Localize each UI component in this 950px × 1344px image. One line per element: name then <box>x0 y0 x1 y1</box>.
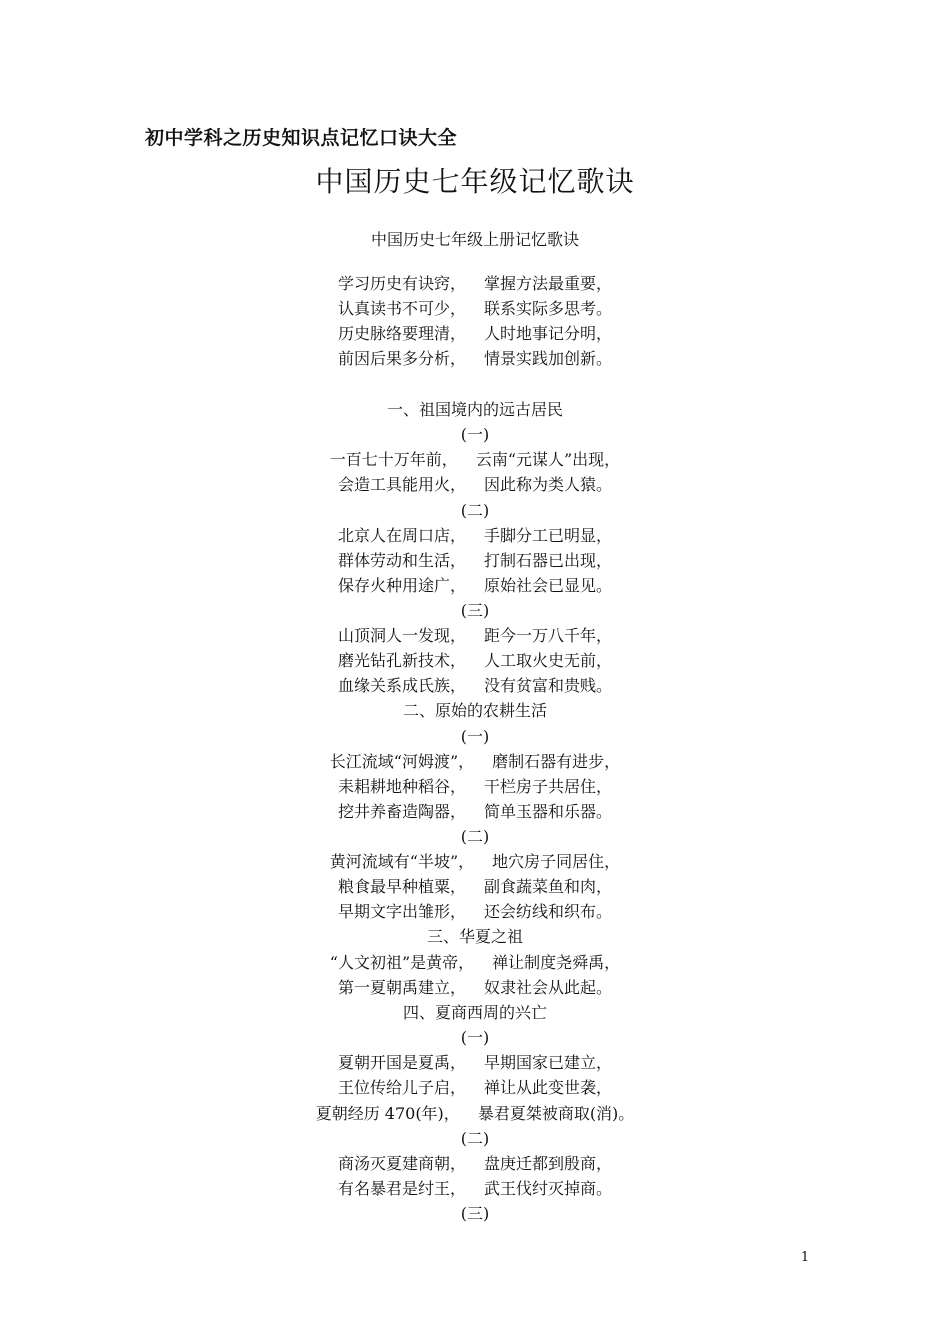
verse-line <box>0 651 950 671</box>
verse-left: 前因后果多分析， <box>337 349 466 368</box>
verse-line <box>0 551 950 571</box>
verse-line <box>0 526 950 546</box>
verse-left: 群体劳动和生活， <box>337 551 466 570</box>
verse-right: 打制石器已出现， <box>484 551 613 570</box>
verse-right: 盘庚迁都到殷商， <box>484 1154 613 1173</box>
verse-line <box>0 475 950 495</box>
verse-right: 云南“元谋人”出现， <box>475 450 621 469</box>
verse-left: 山顶洞人一发现， <box>337 626 466 645</box>
verse-left: 长江流域“河姆渡”， <box>329 752 475 771</box>
section-heading: 四、夏商西周的兴亡 <box>402 1003 547 1022</box>
verse-right: 联系实际多思考。 <box>484 299 613 318</box>
verse-left: 一百七十万年前， <box>329 450 458 469</box>
verse-left: “人文初祖”是黄帝， <box>329 953 475 972</box>
verse-line <box>0 802 950 822</box>
verse-right: 奴隶社会从此起。 <box>484 978 613 997</box>
verse-line <box>0 274 950 294</box>
verse-line <box>0 299 950 319</box>
verse-right: 没有贫富和贵贱。 <box>484 676 613 695</box>
document-header: 初中学科之历史知识点记忆口诀大全 <box>145 127 458 149</box>
verse-left: 血缘关系成氏族， <box>337 676 466 695</box>
verse-line <box>0 777 950 797</box>
verse-line <box>0 1154 950 1174</box>
verse-left: 保存火种用途广， <box>337 576 466 595</box>
section-subtitle: 中国历史七年级上册记忆歌诀 <box>370 230 579 249</box>
verse-right: 暴君夏桀被商取(消)。 <box>477 1104 635 1123</box>
verse-left: 第一夏朝禹建立， <box>337 978 466 997</box>
verse-line <box>0 324 950 344</box>
verse-left: 王位传给儿子启， <box>337 1078 466 1097</box>
verse-line <box>0 953 950 973</box>
verse-left: 认真读书不可少， <box>337 299 466 318</box>
section-heading: 一、祖国境内的远古居民 <box>386 400 563 419</box>
verse-right: 禅让制度尧舜禹， <box>492 953 621 972</box>
verse-left: 粮食最早种植粟， <box>337 877 466 896</box>
verse-line <box>0 1179 950 1199</box>
verse-right: 副食蔬菜鱼和肉， <box>484 877 613 896</box>
verse-right: 距今一万八千年， <box>484 626 613 645</box>
verse-right: 还会纺线和织布。 <box>484 902 613 921</box>
verse-left: 挖井养畜造陶器， <box>337 802 466 821</box>
sub-section-marker: (二) <box>460 827 490 846</box>
verse-line <box>0 877 950 897</box>
verse-right: 武王伐纣灭掉商。 <box>484 1179 613 1198</box>
verse-right: 早期国家已建立， <box>484 1053 613 1072</box>
verse-left: 商汤灭夏建商朝， <box>337 1154 466 1173</box>
verse-line <box>0 676 950 696</box>
verse-line <box>0 349 950 369</box>
verse-left: 黄河流域有“半坡”， <box>329 852 475 871</box>
sub-section-marker: (三) <box>460 601 490 620</box>
verse-right: 干栏房子共居住， <box>484 777 613 796</box>
verse-right: 掌握方法最重要， <box>484 274 613 293</box>
sub-section-marker: (二) <box>460 501 490 520</box>
verse-left: 历史脉络要理清， <box>337 324 466 343</box>
verse-left: 夏朝经历 470(年)， <box>315 1104 460 1123</box>
verse-left: 有名暴君是纣王， <box>337 1179 466 1198</box>
verse-line <box>0 576 950 596</box>
verse-right: 人时地事记分明， <box>484 324 613 343</box>
sub-section-marker: (一) <box>460 727 490 746</box>
verse-right: 情景实践加创新。 <box>484 349 613 368</box>
sub-section-marker: (一) <box>460 1028 490 1047</box>
verse-left: 早期文字出雏形， <box>337 902 466 921</box>
verse-right: 禅让从此变世袭， <box>484 1078 613 1097</box>
section-heading: 二、原始的农耕生活 <box>402 701 547 720</box>
sub-section-marker: (二) <box>460 1129 490 1148</box>
verse-left: 磨光钻孔新技术， <box>337 651 466 670</box>
page-title: 中国历史七年级记忆歌诀 <box>315 165 635 198</box>
verse-line <box>0 852 950 872</box>
section-heading: 三、华夏之祖 <box>426 927 523 946</box>
verse-line <box>0 1053 950 1073</box>
verse-line <box>0 1078 950 1098</box>
page-number: 1 <box>800 1250 810 1265</box>
verse-right: 人工取火史无前， <box>484 651 613 670</box>
verse-right: 原始社会已显见。 <box>484 576 613 595</box>
verse-right: 因此称为类人猿。 <box>484 475 613 494</box>
verse-left: 夏朝开国是夏禹， <box>337 1053 466 1072</box>
verse-line <box>0 978 950 998</box>
verse-left: 会造工具能用火， <box>337 475 466 494</box>
verse-line <box>0 1104 950 1124</box>
verse-right: 简单玉器和乐器。 <box>484 802 613 821</box>
sub-section-marker: (一) <box>460 425 490 444</box>
verse-line <box>0 626 950 646</box>
verse-right: 磨制石器有进步， <box>492 752 621 771</box>
verse-line <box>0 902 950 922</box>
verse-right: 地穴房子同居住， <box>492 852 621 871</box>
verse-right: 手脚分工已明显， <box>484 526 613 545</box>
verse-left: 学习历史有诀窍， <box>337 274 466 293</box>
verse-line <box>0 752 950 772</box>
verse-line <box>0 450 950 470</box>
verse-left: 北京人在周口店， <box>337 526 466 545</box>
sub-section-marker: (三) <box>460 1204 490 1223</box>
verse-left: 耒耜耕地种稻谷， <box>337 777 466 796</box>
